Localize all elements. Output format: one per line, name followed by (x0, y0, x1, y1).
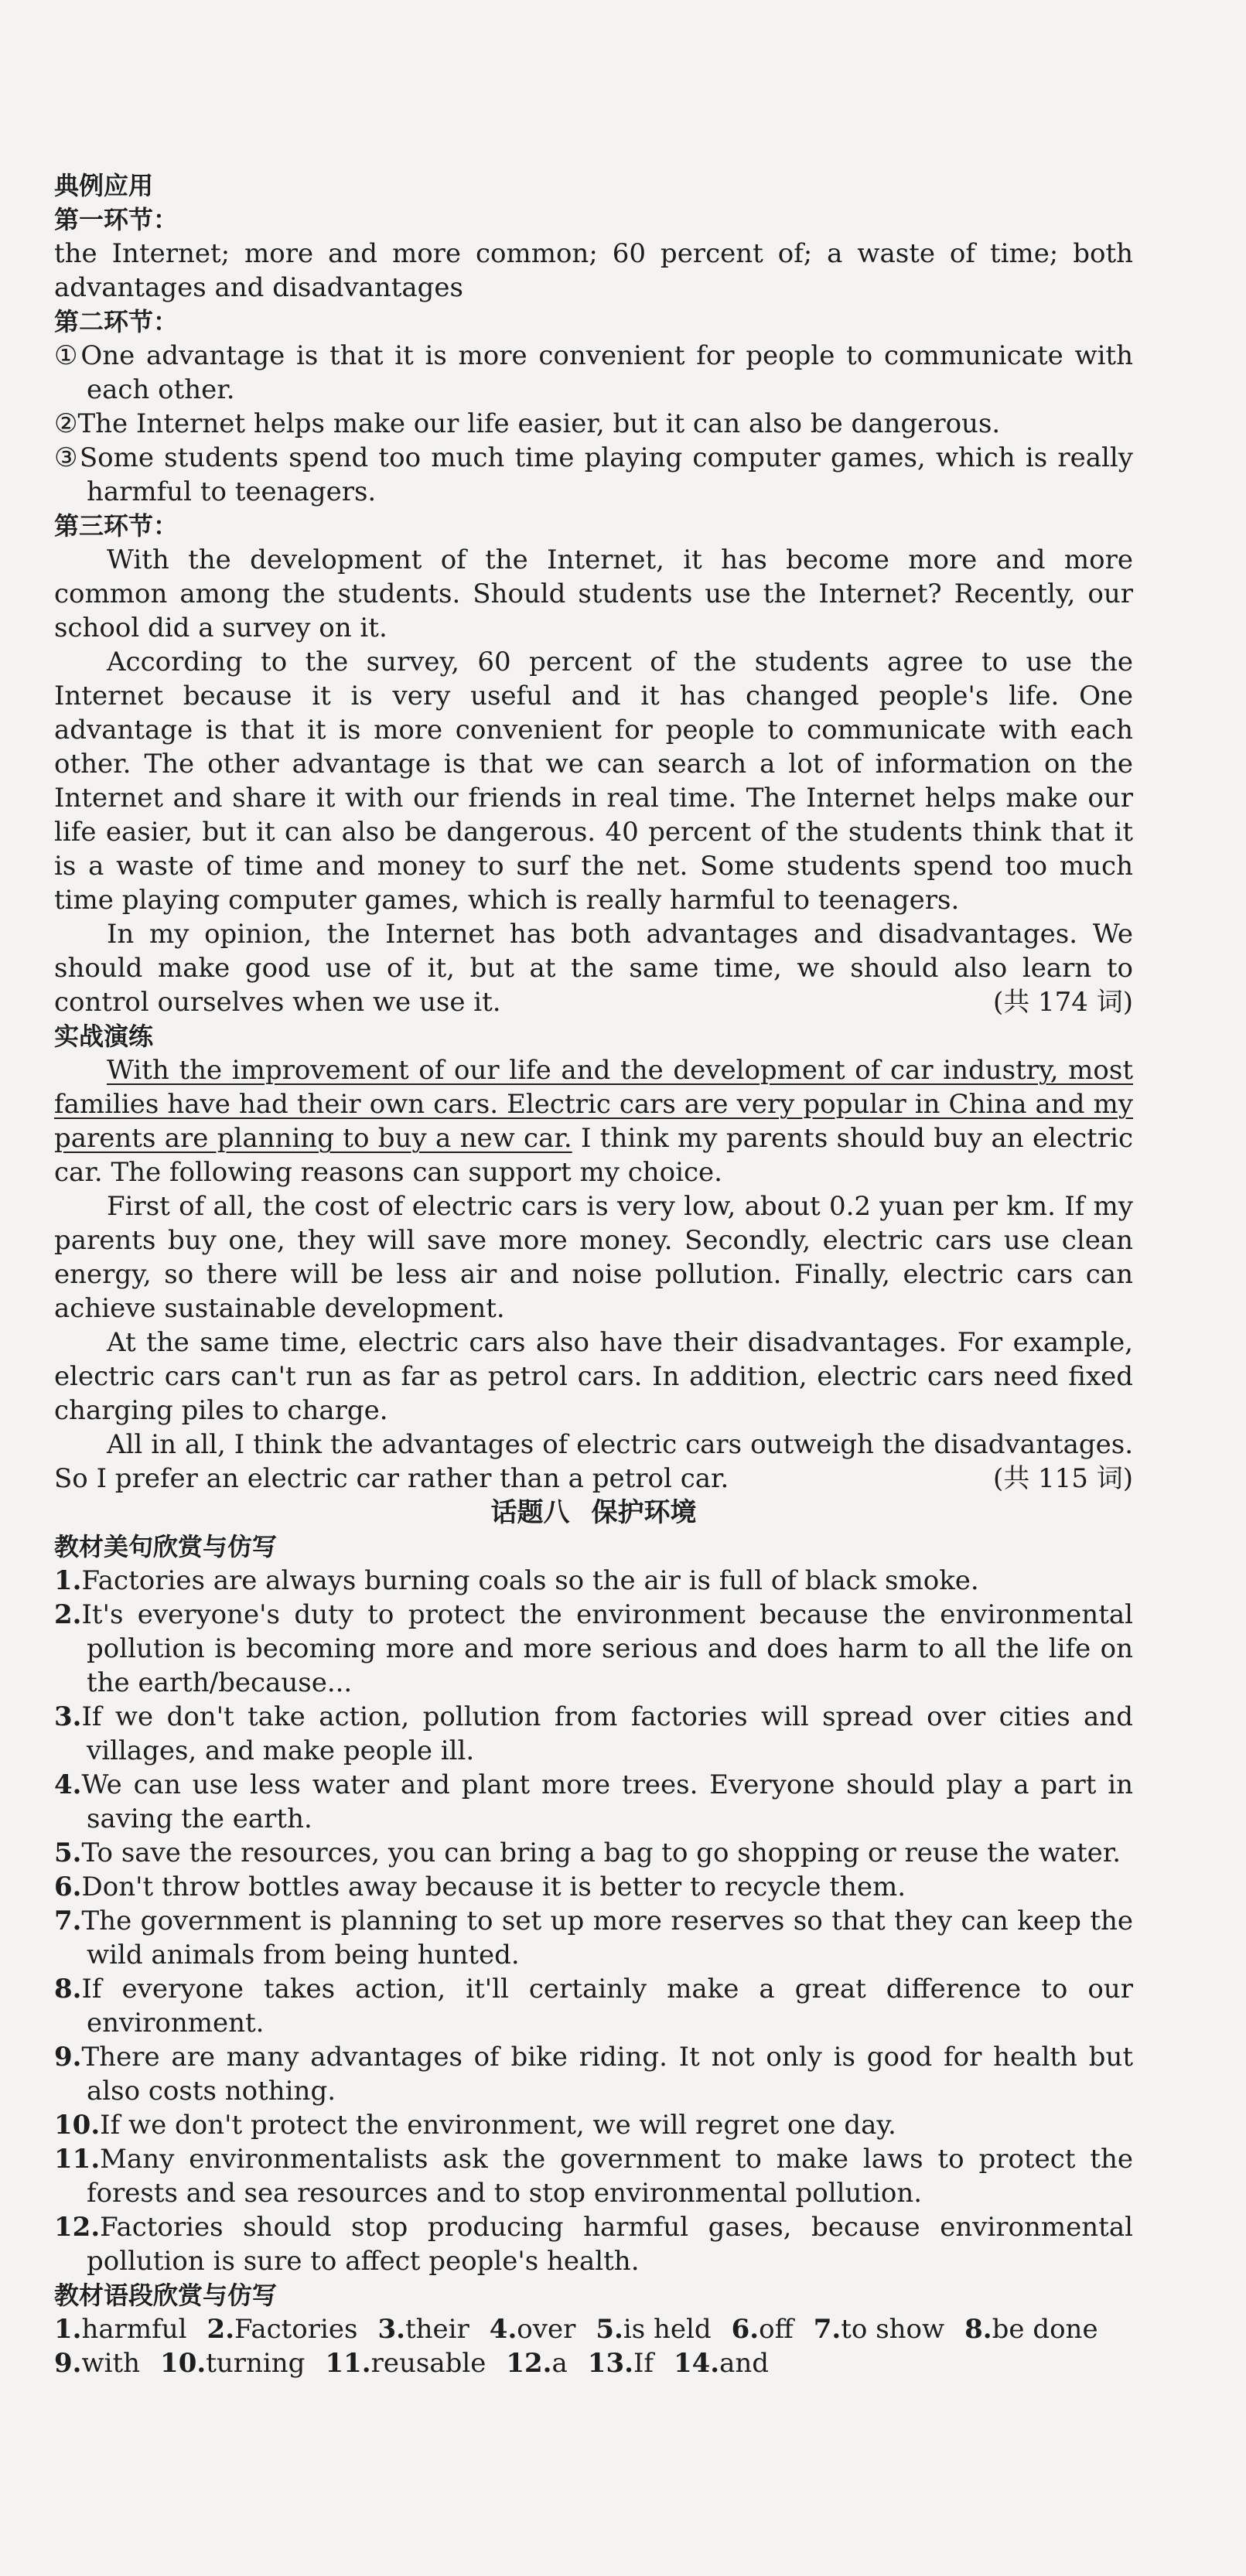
answer-number: 5. (596, 2314, 623, 2345)
answer-text: off (759, 2314, 794, 2345)
sentence-text: The government is planning to set up more reserves so that they can keep the wild animals from being hunted. (81, 1906, 1133, 1970)
sentence-item (54, 1700, 1133, 1768)
answer-text: turning (206, 2348, 306, 2379)
answer-number: 6. (731, 2314, 760, 2345)
practice-intro (54, 1053, 1133, 1189)
sentence-item (54, 1836, 1133, 1870)
sentence-text: Don't throw bottles away because it is better to recycle them. (81, 1871, 906, 1902)
answer-item (814, 2312, 944, 2346)
step2-marker: ① (54, 340, 81, 371)
practice-word-count: (共 115 词) (992, 1463, 1133, 1494)
practice-paragraph-3 (54, 1428, 1133, 1496)
topic-name: 保护环境 (591, 1497, 697, 1528)
topic-label: 话题八 (490, 1497, 570, 1528)
sentence-number: 9. (54, 2042, 82, 2073)
practice-intro-rest: I think my parents should buy an electric car. The following reasons can support my choice. (54, 1123, 1133, 1188)
sentence-item (54, 2040, 1133, 2108)
sentence-number: 8. (54, 1974, 82, 2005)
sentence-text: We can use less water and plant more trees. Everyone should play a part in saving the earth. (81, 1769, 1133, 1834)
step2-text: One advantage is that it is more convenient for people to communicate with each other. (80, 340, 1133, 405)
answer-number: 10. (160, 2348, 207, 2379)
practice-heading: 实战演练 (54, 1022, 154, 1051)
answer-text: If (633, 2348, 654, 2379)
answer-list (54, 2312, 1133, 2380)
page-content (54, 169, 1133, 2380)
answer-text: and (719, 2348, 770, 2379)
sentence-number: 12. (54, 2212, 101, 2243)
answer-item (490, 2312, 576, 2346)
answer-number: 8. (964, 2314, 992, 2345)
sentences-heading: 教材美句欣赏与仿写 (54, 1532, 278, 1561)
answer-text: reusable (370, 2348, 486, 2379)
sentence-number: 11. (54, 2144, 101, 2175)
sentence-number: 6. (54, 1871, 82, 1902)
sentence-text: To save the resources, you can bring a bag to go shopping or reuse the water. (81, 1837, 1121, 1868)
sentence-item (54, 2210, 1133, 2278)
answer-item (732, 2312, 794, 2346)
step2-item-1 (54, 339, 1133, 407)
sentence-text: It's everyone's duty to protect the environment because the environmental pollution is becoming more and more serious and does harm to all the life on the earth/because... (81, 1599, 1133, 1698)
answer-number: 13. (587, 2348, 633, 2379)
step3-word-count: (共 174 词) (992, 987, 1133, 1018)
answer-number: 12. (506, 2348, 552, 2379)
sentence-number: 2. (54, 1599, 82, 1630)
sentence-text: If everyone takes action, it'll certainly make a great difference to our environment. (81, 1974, 1133, 2039)
sentence-item (54, 1904, 1133, 1972)
step2-item-2 (54, 407, 1133, 441)
sentence-item (54, 1972, 1133, 2040)
answer-item (377, 2312, 469, 2346)
step2-heading: 第二环节： (54, 307, 179, 336)
step2-text: The Internet helps make our life easier, but it can also be dangerous. (77, 408, 1001, 439)
step2-marker: ③ (54, 442, 80, 473)
topic-title (54, 1496, 1133, 1530)
practice-intro-underlined: With the improvement of our life and the development of car industry, most families have had their own cars. Electric cars are very popular in China and my parents are planning to buy a new car. (54, 1055, 1133, 1154)
answer-item (325, 2346, 486, 2380)
sentence-item (54, 1564, 1133, 1598)
answer-text: to show (841, 2314, 945, 2345)
answer-text: their (405, 2314, 469, 2345)
sentence-item (54, 1598, 1133, 1700)
step1-heading: 第一环节： (54, 205, 179, 234)
answer-item (207, 2312, 358, 2346)
answer-item (588, 2346, 654, 2380)
sentence-text: Factories are always burning coals so the air is full of black smoke. (81, 1565, 979, 1596)
sentence-number: 7. (54, 1906, 82, 1936)
answer-item (964, 2312, 1098, 2346)
answer-text: harmful (81, 2314, 187, 2345)
answer-item (674, 2346, 769, 2380)
answer-item (54, 2346, 140, 2380)
sentence-number: 4. (54, 1769, 82, 1800)
answer-text: Factories (234, 2314, 358, 2345)
practice-paragraph-2: At the same time, electric cars also have their disadvantages. For example, electric cars can't run as far as petrol cars. In addition, electric cars need fixed charging piles to charge. (54, 1327, 1133, 1426)
sentence-item (54, 2142, 1133, 2210)
answer-number: 14. (673, 2348, 720, 2379)
passage-heading: 教材语段欣赏与仿写 (54, 2281, 278, 2310)
sentence-number: 5. (54, 1837, 82, 1868)
answer-number: 3. (377, 2314, 405, 2345)
sentence-number: 1. (54, 1565, 82, 1596)
step3-paragraph-1: With the development of the Internet, it has become more and more common among the students. Should students use the Internet? Recently, our school did a survey on it. (54, 544, 1133, 643)
example-heading: 典例应用 (54, 171, 154, 200)
answer-text: be done (992, 2314, 1098, 2345)
step3-paragraph-3 (54, 917, 1133, 1019)
answer-number: 1. (54, 2314, 82, 2345)
sentence-number: 3. (54, 1701, 82, 1732)
answer-number: 4. (489, 2314, 517, 2345)
practice-paragraph-3-text: All in all, I think the advantages of electric cars outweigh the disadvantages. So I prefer an electric car rather than a petrol car. (54, 1429, 1133, 1494)
step1-text: the Internet; more and more common; 60 percent of; a waste of time; both advantages and disadvantages (54, 238, 1133, 303)
answer-item (506, 2346, 567, 2380)
answer-text: a (551, 2348, 568, 2379)
step2-item-3 (54, 441, 1133, 509)
answer-number: 11. (325, 2348, 371, 2379)
step2-marker: ② (54, 408, 78, 439)
practice-paragraph-1: First of all, the cost of electric cars is very low, about 0.2 yuan per km. If my parents buy one, they will save more money. Secondly, electric cars use clean energy, so there will be less air and noise pollution. Finally, electric cars can achieve sustainable development. (54, 1191, 1133, 1324)
answer-text: with (81, 2348, 141, 2379)
sentence-item (54, 2108, 1133, 2142)
answer-number: 2. (207, 2314, 235, 2345)
answer-number: 9. (54, 2348, 82, 2379)
sentence-text: If we don't take action, pollution from factories will spread over cities and villages, and make people ill. (81, 1701, 1133, 1766)
sentence-text: There are many advantages of bike riding. It not only is good for health but also costs nothing. (81, 2042, 1133, 2107)
step3-paragraph-2: According to the survey, 60 percent of the students agree to use the Internet because it is very useful and it has changed people's life. One advantage is that it is more convenient for people to communicate with each other. The other advantage is that we can search a lot of information on the Internet and share it with our friends in real time. The Internet helps make our life easier, but it can also be dangerous. 40 percent of the students think that it is a waste of time and money to surf the net. Some students spend too much time playing computer games, which is really harmful to teenagers. (54, 647, 1133, 916)
answer-item (54, 2312, 187, 2346)
step3-heading: 第三环节： (54, 511, 179, 541)
answer-text: is held (623, 2314, 712, 2345)
sentence-item (54, 1768, 1133, 1836)
step3-paragraph-3-text: In my opinion, the Internet has both advantages and disadvantages. We should make good use of it, but at the same time, we should also learn to control ourselves when we use it. (54, 919, 1133, 1018)
sentence-text: If we don't protect the environment, we will regret one day. (100, 2110, 896, 2141)
answer-item (596, 2312, 711, 2346)
sentence-item (54, 1870, 1133, 1904)
step2-text: Some students spend too much time playing computer games, which is really harmful to teenagers. (79, 442, 1133, 507)
answer-item (160, 2346, 305, 2380)
answer-number: 7. (813, 2314, 841, 2345)
sentence-number: 10. (54, 2110, 101, 2141)
sentence-text: Factories should stop producing harmful gases, because environmental pollution is sure to affect people's health. (87, 2212, 1133, 2277)
sentence-text: Many environmentalists ask the government to make laws to protect the forests and sea resources and to stop environmental pollution. (87, 2144, 1133, 2209)
answer-text: over (517, 2314, 576, 2345)
